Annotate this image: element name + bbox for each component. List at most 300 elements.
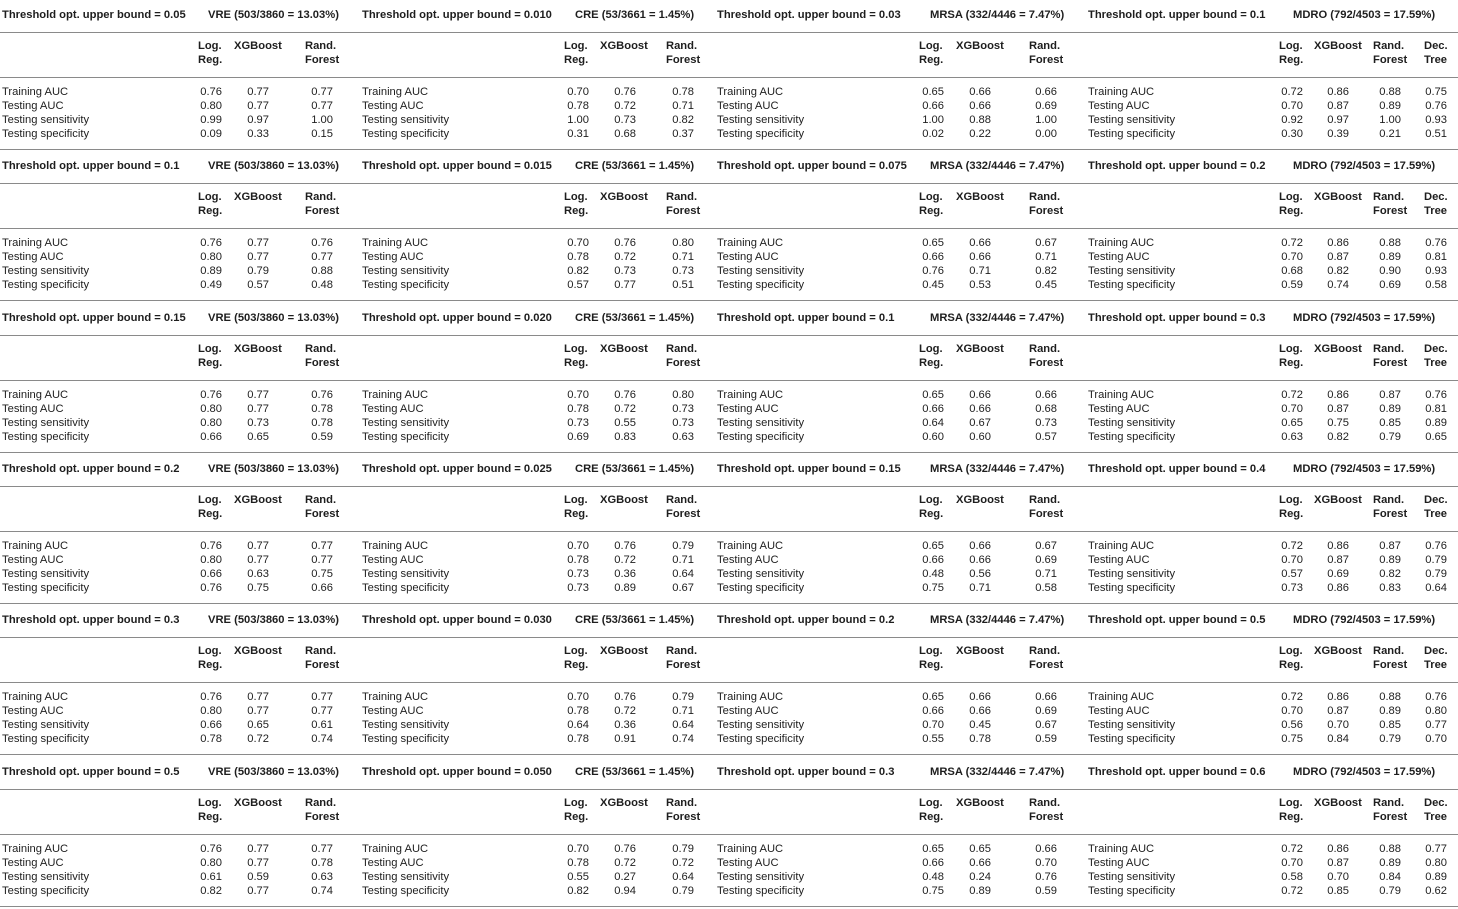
table-cell: 0.70 [567, 237, 589, 250]
column-header-rand_forest: Rand. [305, 493, 337, 506]
metric-label: Testing specificity [362, 279, 450, 292]
table-cell: 0.72 [1281, 842, 1303, 855]
table-cell: 0.86 [1327, 842, 1349, 855]
organism-label: MDRO (792/4503 = 17.59%) [1293, 9, 1436, 21]
table-rule [0, 228, 1458, 229]
table-cell: 0.66 [969, 237, 991, 250]
table-cell: 0.85 [1379, 416, 1401, 429]
organism-label: MRSA (332/4446 = 7.47%) [930, 614, 1065, 627]
threshold-label: Threshold opt. upper bound = 0.025 [362, 462, 552, 475]
table-cell: 0.87 [1327, 100, 1349, 112]
table-cell: 0.71 [1035, 567, 1057, 580]
table-cell: 0.77 [247, 251, 269, 264]
metric-label: Training AUC [717, 842, 784, 855]
table-cell: 0.76 [1425, 237, 1447, 250]
table-cell: 0.57 [1035, 430, 1057, 443]
table-cell: 0.48 [922, 567, 944, 580]
table-cell: 0.71 [672, 100, 694, 112]
metric-label: Testing sensitivity [2, 719, 90, 732]
table-rule [0, 32, 1458, 33]
metric-label: Testing sensitivity [1088, 719, 1176, 732]
column-header-rand_forest: Forest [1373, 205, 1408, 218]
metric-label: Testing AUC [362, 251, 424, 264]
table-cell: 0.79 [672, 691, 694, 704]
metric-label: Testing specificity [1088, 279, 1176, 292]
column-header-rand_forest: Rand. [666, 40, 698, 52]
metric-label: Testing AUC [717, 100, 779, 112]
table-cell: 0.59 [1281, 279, 1303, 292]
metric-label: Testing sensitivity [717, 114, 805, 126]
table-cell: 0.76 [200, 237, 222, 250]
table-cell: 0.90 [1379, 265, 1401, 278]
table-cell: 0.64 [922, 416, 944, 429]
metric-label: Testing sensitivity [362, 567, 450, 580]
table-cell: 0.89 [1425, 870, 1447, 883]
table-cell: 0.66 [922, 856, 944, 869]
column-header-log_reg: Log. [198, 191, 222, 204]
table-cell: 0.80 [672, 388, 694, 401]
table-cell: 0.99 [200, 114, 222, 126]
table-cell: 0.79 [672, 539, 694, 552]
column-header-log_reg: Log. [1279, 796, 1303, 809]
table-cell: 0.72 [1281, 388, 1303, 401]
metric-label: Testing specificity [717, 279, 805, 292]
table-cell: 0.66 [969, 705, 991, 718]
table-cell: 0.80 [200, 705, 222, 718]
table-cell: 0.74 [311, 884, 333, 897]
column-header-log_reg: Log. [919, 645, 943, 658]
metric-label: Testing specificity [2, 733, 90, 746]
table-cell: 0.78 [969, 733, 991, 746]
column-header-xgboost: XGBoost [600, 645, 648, 658]
table-cell: 0.73 [567, 416, 589, 429]
metric-label: Testing specificity [1088, 884, 1176, 897]
table-cell: 0.70 [567, 691, 589, 704]
organism-label: MRSA (332/4446 = 7.47%) [930, 765, 1065, 778]
table-cell: 0.77 [311, 539, 333, 552]
table-rule [0, 452, 1458, 453]
table-cell: 0.71 [672, 553, 694, 566]
table-cell: 0.64 [672, 870, 694, 883]
table-cell: 0.36 [614, 719, 636, 732]
table-cell: 0.72 [1281, 237, 1303, 250]
column-header-rand_forest: Rand. [1029, 191, 1061, 204]
table-cell: 0.82 [1379, 567, 1401, 580]
table-rule [0, 300, 1458, 301]
metric-label: Testing specificity [362, 430, 450, 443]
threshold-label: Threshold opt. upper bound = 0.020 [362, 311, 552, 324]
threshold-label: Threshold opt. upper bound = 0.6 [1088, 765, 1266, 778]
table-cell: 0.70 [1327, 870, 1349, 883]
table-cell: 0.66 [1035, 388, 1057, 401]
table-cell: 0.80 [1425, 856, 1447, 869]
column-header-log_reg: Reg. [198, 507, 223, 520]
table-rule [0, 531, 1458, 532]
table-cell: 0.97 [1327, 114, 1349, 126]
column-header-log_reg: Log. [198, 796, 222, 809]
table-cell: 0.68 [1281, 265, 1303, 278]
table-cell: 0.69 [1379, 279, 1401, 292]
table-cell: 0.86 [1327, 539, 1349, 552]
column-header-rand_forest: Rand. [666, 342, 698, 355]
table-cell: 0.76 [614, 842, 636, 855]
column-header-log_reg: Log. [564, 493, 588, 506]
table-cell: 0.71 [672, 705, 694, 718]
table-cell: 0.71 [969, 581, 991, 594]
metric-label: Training AUC [717, 539, 784, 552]
organism-label: MDRO (792/4503 = 17.59%) [1293, 462, 1436, 475]
metric-label: Training AUC [362, 539, 429, 552]
column-header-log_reg: Log. [198, 342, 222, 355]
table-cell: 0.76 [200, 388, 222, 401]
table-rule [0, 682, 1458, 683]
table-cell: 0.72 [1281, 691, 1303, 704]
table-cell: 0.88 [1379, 691, 1401, 704]
metric-label: Training AUC [717, 691, 784, 704]
table-cell: 0.09 [200, 128, 222, 140]
table-cell: 0.89 [1379, 705, 1401, 718]
organism-label: MRSA (332/4446 = 7.47%) [930, 462, 1065, 475]
metric-label: Testing specificity [717, 128, 805, 140]
column-header-rand_forest: Forest [305, 507, 340, 520]
table-cell: 0.66 [1035, 86, 1057, 98]
table-cell: 0.76 [614, 691, 636, 704]
table-cell: 0.70 [567, 539, 589, 552]
table-cell: 0.65 [922, 86, 944, 98]
table-cell: 0.88 [1379, 842, 1401, 855]
table-cell: 0.77 [247, 86, 269, 98]
table-cell: 0.91 [614, 733, 636, 746]
table-cell: 0.79 [672, 884, 694, 897]
table-cell: 1.00 [311, 114, 333, 126]
table-cell: 0.69 [1327, 567, 1349, 580]
table-cell: 0.84 [1379, 870, 1401, 883]
table-cell: 0.72 [1281, 884, 1303, 897]
table-cell: 0.66 [200, 719, 222, 732]
table-cell: 0.66 [969, 251, 991, 264]
table-cell: 0.78 [567, 705, 589, 718]
table-cell: 0.77 [311, 86, 333, 98]
table-cell: 0.87 [1327, 251, 1349, 264]
table-cell: 0.59 [1035, 884, 1057, 897]
table-cell: 0.86 [1327, 237, 1349, 250]
column-header-rand_forest: Forest [1029, 507, 1064, 520]
table-cell: 0.36 [614, 567, 636, 580]
metric-label: Testing sensitivity [717, 567, 805, 580]
table-cell: 0.58 [1281, 870, 1303, 883]
table-cell: 0.77 [247, 100, 269, 112]
column-header-rand_forest: Forest [666, 54, 701, 66]
table-cell: 0.67 [1035, 237, 1057, 250]
table-cell: 0.87 [1327, 402, 1349, 415]
column-header-log_reg: Log. [198, 645, 222, 658]
table-cell: 0.82 [567, 884, 589, 897]
column-header-log_reg: Log. [919, 493, 943, 506]
table-cell: 0.77 [1425, 842, 1447, 855]
column-header-log_reg: Log. [564, 796, 588, 809]
table-cell: 0.66 [969, 691, 991, 704]
column-header-rand_forest: Rand. [1373, 40, 1405, 52]
metric-label: Training AUC [1088, 237, 1155, 250]
table-cell: 0.71 [969, 265, 991, 278]
table-cell: 0.66 [969, 388, 991, 401]
column-header-rand_forest: Forest [666, 356, 701, 369]
table-cell: 0.76 [922, 265, 944, 278]
column-header-rand_forest: Rand. [1029, 493, 1061, 506]
table-cell: 0.80 [200, 416, 222, 429]
table-cell: 0.88 [1379, 237, 1401, 250]
metric-label: Testing specificity [362, 884, 450, 897]
column-header-xgboost: XGBoost [956, 342, 1004, 355]
metric-label: Testing AUC [1088, 553, 1150, 566]
metric-label: Testing specificity [1088, 581, 1176, 594]
column-header-log_reg: Log. [1279, 342, 1303, 355]
table-cell: 0.69 [567, 430, 589, 443]
table-cell: 0.21 [1379, 128, 1401, 140]
table-cell: 0.70 [567, 388, 589, 401]
table-cell: 0.67 [1035, 539, 1057, 552]
table-cell: 0.82 [672, 114, 694, 126]
column-header-rand_forest: Forest [666, 507, 701, 520]
table-cell: 0.78 [567, 733, 589, 746]
column-header-log_reg: Reg. [564, 659, 589, 672]
metric-label: Testing specificity [717, 884, 805, 897]
column-header-xgboost: XGBoost [600, 796, 648, 809]
column-header-log_reg: Log. [919, 191, 943, 204]
metric-label: Testing sensitivity [717, 870, 805, 883]
table-cell: 0.69 [1035, 553, 1057, 566]
table-cell: 0.37 [672, 128, 694, 140]
table-cell: 0.68 [614, 128, 636, 140]
table-cell: 0.76 [1035, 870, 1057, 883]
organism-label: VRE (503/3860 = 13.03%) [208, 160, 339, 173]
metric-label: Training AUC [2, 691, 69, 704]
table-cell: 0.65 [922, 691, 944, 704]
column-header-dec_tree: Tree [1424, 659, 1448, 672]
column-header-dec_tree: Dec. [1424, 342, 1448, 355]
metric-label: Testing sensitivity [1088, 870, 1176, 883]
column-header-xgboost: XGBoost [1314, 342, 1362, 355]
table-cell: 0.82 [200, 884, 222, 897]
table-cell: 0.55 [614, 416, 636, 429]
table-cell: 0.69 [1035, 705, 1057, 718]
column-header-xgboost: XGBoost [600, 493, 648, 506]
table-cell: 0.74 [672, 733, 694, 746]
table-cell: 0.73 [672, 265, 694, 278]
column-header-xgboost: XGBoost [1314, 40, 1362, 52]
organism-label: MDRO (792/4503 = 17.59%) [1293, 160, 1436, 173]
column-header-rand_forest: Rand. [305, 796, 337, 809]
column-header-rand_forest: Rand. [305, 645, 337, 658]
metric-label: Testing sensitivity [362, 416, 450, 429]
metric-label: Training AUC [362, 842, 429, 855]
table-cell: 0.79 [1379, 733, 1401, 746]
table-cell: 0.72 [614, 100, 636, 112]
metric-label: Testing sensitivity [2, 265, 90, 278]
column-header-log_reg: Reg. [1279, 659, 1304, 672]
metric-label: Training AUC [2, 388, 69, 401]
metric-label: Testing specificity [362, 733, 450, 746]
column-header-rand_forest: Forest [305, 356, 340, 369]
metric-label: Testing AUC [1088, 100, 1150, 112]
column-header-log_reg: Log. [198, 40, 222, 52]
metric-label: Testing AUC [2, 100, 64, 112]
metric-label: Testing specificity [2, 581, 90, 594]
column-header-log_reg: Log. [919, 40, 943, 52]
organism-label: CRE (53/3661 = 1.45%) [575, 462, 695, 475]
table-cell: 0.78 [567, 100, 589, 112]
column-header-rand_forest: Rand. [1029, 40, 1061, 52]
table-cell: 0.80 [200, 553, 222, 566]
table-cell: 0.60 [922, 430, 944, 443]
column-header-log_reg: Reg. [919, 205, 944, 218]
table-rule [0, 834, 1458, 835]
table-rule [0, 486, 1458, 487]
column-header-rand_forest: Rand. [1373, 796, 1405, 809]
table-cell: 0.85 [1327, 884, 1349, 897]
table-cell: 0.70 [1281, 856, 1303, 869]
table-rule [0, 77, 1458, 78]
table-cell: 0.75 [1327, 416, 1349, 429]
metric-label: Training AUC [1088, 842, 1155, 855]
metric-label: Training AUC [362, 691, 429, 704]
table-cell: 0.76 [311, 388, 333, 401]
column-header-rand_forest: Forest [1029, 659, 1064, 672]
column-header-log_reg: Log. [564, 342, 588, 355]
metric-label: Testing AUC [2, 553, 64, 566]
table-cell: 0.89 [969, 884, 991, 897]
table-cell: 0.58 [1035, 581, 1057, 594]
metric-label: Testing sensitivity [362, 114, 450, 126]
column-header-xgboost: XGBoost [600, 342, 648, 355]
table-cell: 0.73 [567, 581, 589, 594]
table-cell: 0.70 [1035, 856, 1057, 869]
table-cell: 0.73 [247, 416, 269, 429]
table-cell: 0.45 [922, 279, 944, 292]
table-cell: 0.72 [1281, 86, 1303, 98]
table-cell: 0.72 [1281, 539, 1303, 552]
table-cell: 0.62 [1425, 884, 1447, 897]
table-cell: 0.80 [200, 856, 222, 869]
metric-label: Testing specificity [717, 430, 805, 443]
threshold-label: Threshold opt. upper bound = 0.015 [362, 160, 552, 173]
table-cell: 0.76 [1425, 691, 1447, 704]
table-cell: 0.93 [1425, 114, 1447, 126]
column-header-rand_forest: Forest [305, 659, 340, 672]
table-cell: 0.78 [567, 856, 589, 869]
column-header-log_reg: Reg. [1279, 810, 1304, 823]
table-cell: 0.63 [1281, 430, 1303, 443]
column-header-rand_forest: Rand. [305, 40, 337, 52]
metric-label: Testing specificity [717, 581, 805, 594]
table-cell: 0.15 [311, 128, 333, 140]
organism-label: MDRO (792/4503 = 17.59%) [1293, 614, 1436, 627]
table-rule [0, 906, 1458, 907]
table-cell: 0.80 [200, 251, 222, 264]
table-cell: 0.89 [1379, 251, 1401, 264]
metric-label: Testing sensitivity [362, 719, 450, 732]
column-header-rand_forest: Forest [1373, 356, 1408, 369]
column-header-dec_tree: Tree [1424, 810, 1448, 823]
metric-label: Training AUC [1088, 86, 1155, 98]
column-header-log_reg: Reg. [919, 507, 944, 520]
table-cell: 0.73 [614, 114, 636, 126]
threshold-label: Threshold opt. upper bound = 0.1 [717, 311, 895, 324]
table-cell: 0.61 [200, 870, 222, 883]
threshold-label: Threshold opt. upper bound = 0.03 [717, 9, 901, 21]
table-cell: 0.76 [1425, 100, 1447, 112]
table-cell: 0.76 [200, 86, 222, 98]
metric-label: Training AUC [362, 237, 429, 250]
table-cell: 0.77 [311, 553, 333, 566]
table-cell: 0.75 [247, 581, 269, 594]
metric-label: Testing AUC [717, 705, 779, 718]
table-rule [0, 789, 1458, 790]
table-cell: 0.78 [311, 416, 333, 429]
organism-label: VRE (503/3860 = 13.03%) [208, 462, 339, 475]
table-cell: 0.87 [1379, 388, 1401, 401]
table-cell: 0.72 [672, 856, 694, 869]
metric-label: Training AUC [717, 388, 784, 401]
column-header-log_reg: Log. [1279, 645, 1303, 658]
metric-label: Testing AUC [1088, 856, 1150, 869]
column-header-xgboost: XGBoost [1314, 796, 1362, 809]
column-header-xgboost: XGBoost [234, 493, 282, 506]
metric-label: Testing sensitivity [717, 416, 805, 429]
metric-label: Testing sensitivity [362, 265, 450, 278]
table-cell: 0.87 [1327, 553, 1349, 566]
metric-label: Testing AUC [717, 402, 779, 415]
metric-label: Testing sensitivity [1088, 265, 1176, 278]
table-cell: 0.65 [922, 237, 944, 250]
metric-label: Testing AUC [2, 402, 64, 415]
column-header-log_reg: Reg. [919, 659, 944, 672]
table-cell: 0.65 [969, 842, 991, 855]
table-cell: 0.65 [922, 842, 944, 855]
table-cell: 0.66 [969, 553, 991, 566]
metric-label: Testing AUC [1088, 705, 1150, 718]
table-cell: 0.89 [1425, 416, 1447, 429]
table-cell: 0.89 [1379, 553, 1401, 566]
threshold-label: Threshold opt. upper bound = 0.15 [2, 311, 186, 324]
table-cell: 0.48 [922, 870, 944, 883]
metric-label: Testing specificity [362, 128, 450, 140]
table-cell: 0.70 [1425, 733, 1447, 746]
threshold-label: Threshold opt. upper bound = 0.2 [717, 614, 895, 627]
threshold-label: Threshold opt. upper bound = 0.010 [362, 9, 552, 21]
table-cell: 0.66 [922, 553, 944, 566]
metric-label: Testing sensitivity [1088, 114, 1176, 126]
metric-label: Testing AUC [362, 402, 424, 415]
column-header-rand_forest: Rand. [305, 191, 337, 204]
table-cell: 0.63 [672, 430, 694, 443]
organism-label: CRE (53/3661 = 1.45%) [575, 765, 695, 778]
table-cell: 1.00 [922, 114, 944, 126]
column-header-dec_tree: Tree [1424, 54, 1448, 66]
metric-label: Testing sensitivity [717, 719, 805, 732]
table-cell: 0.79 [672, 842, 694, 855]
metric-label: Testing sensitivity [2, 567, 90, 580]
threshold-label: Threshold opt. upper bound = 0.2 [1088, 160, 1266, 173]
table-cell: 0.64 [672, 719, 694, 732]
metric-label: Testing specificity [2, 279, 90, 292]
table-cell: 0.72 [614, 251, 636, 264]
column-header-log_reg: Log. [564, 40, 588, 52]
organism-label: VRE (503/3860 = 13.03%) [208, 9, 339, 21]
table-cell: 0.92 [1281, 114, 1303, 126]
column-header-log_reg: Reg. [1279, 507, 1304, 520]
metric-label: Testing sensitivity [2, 416, 90, 429]
